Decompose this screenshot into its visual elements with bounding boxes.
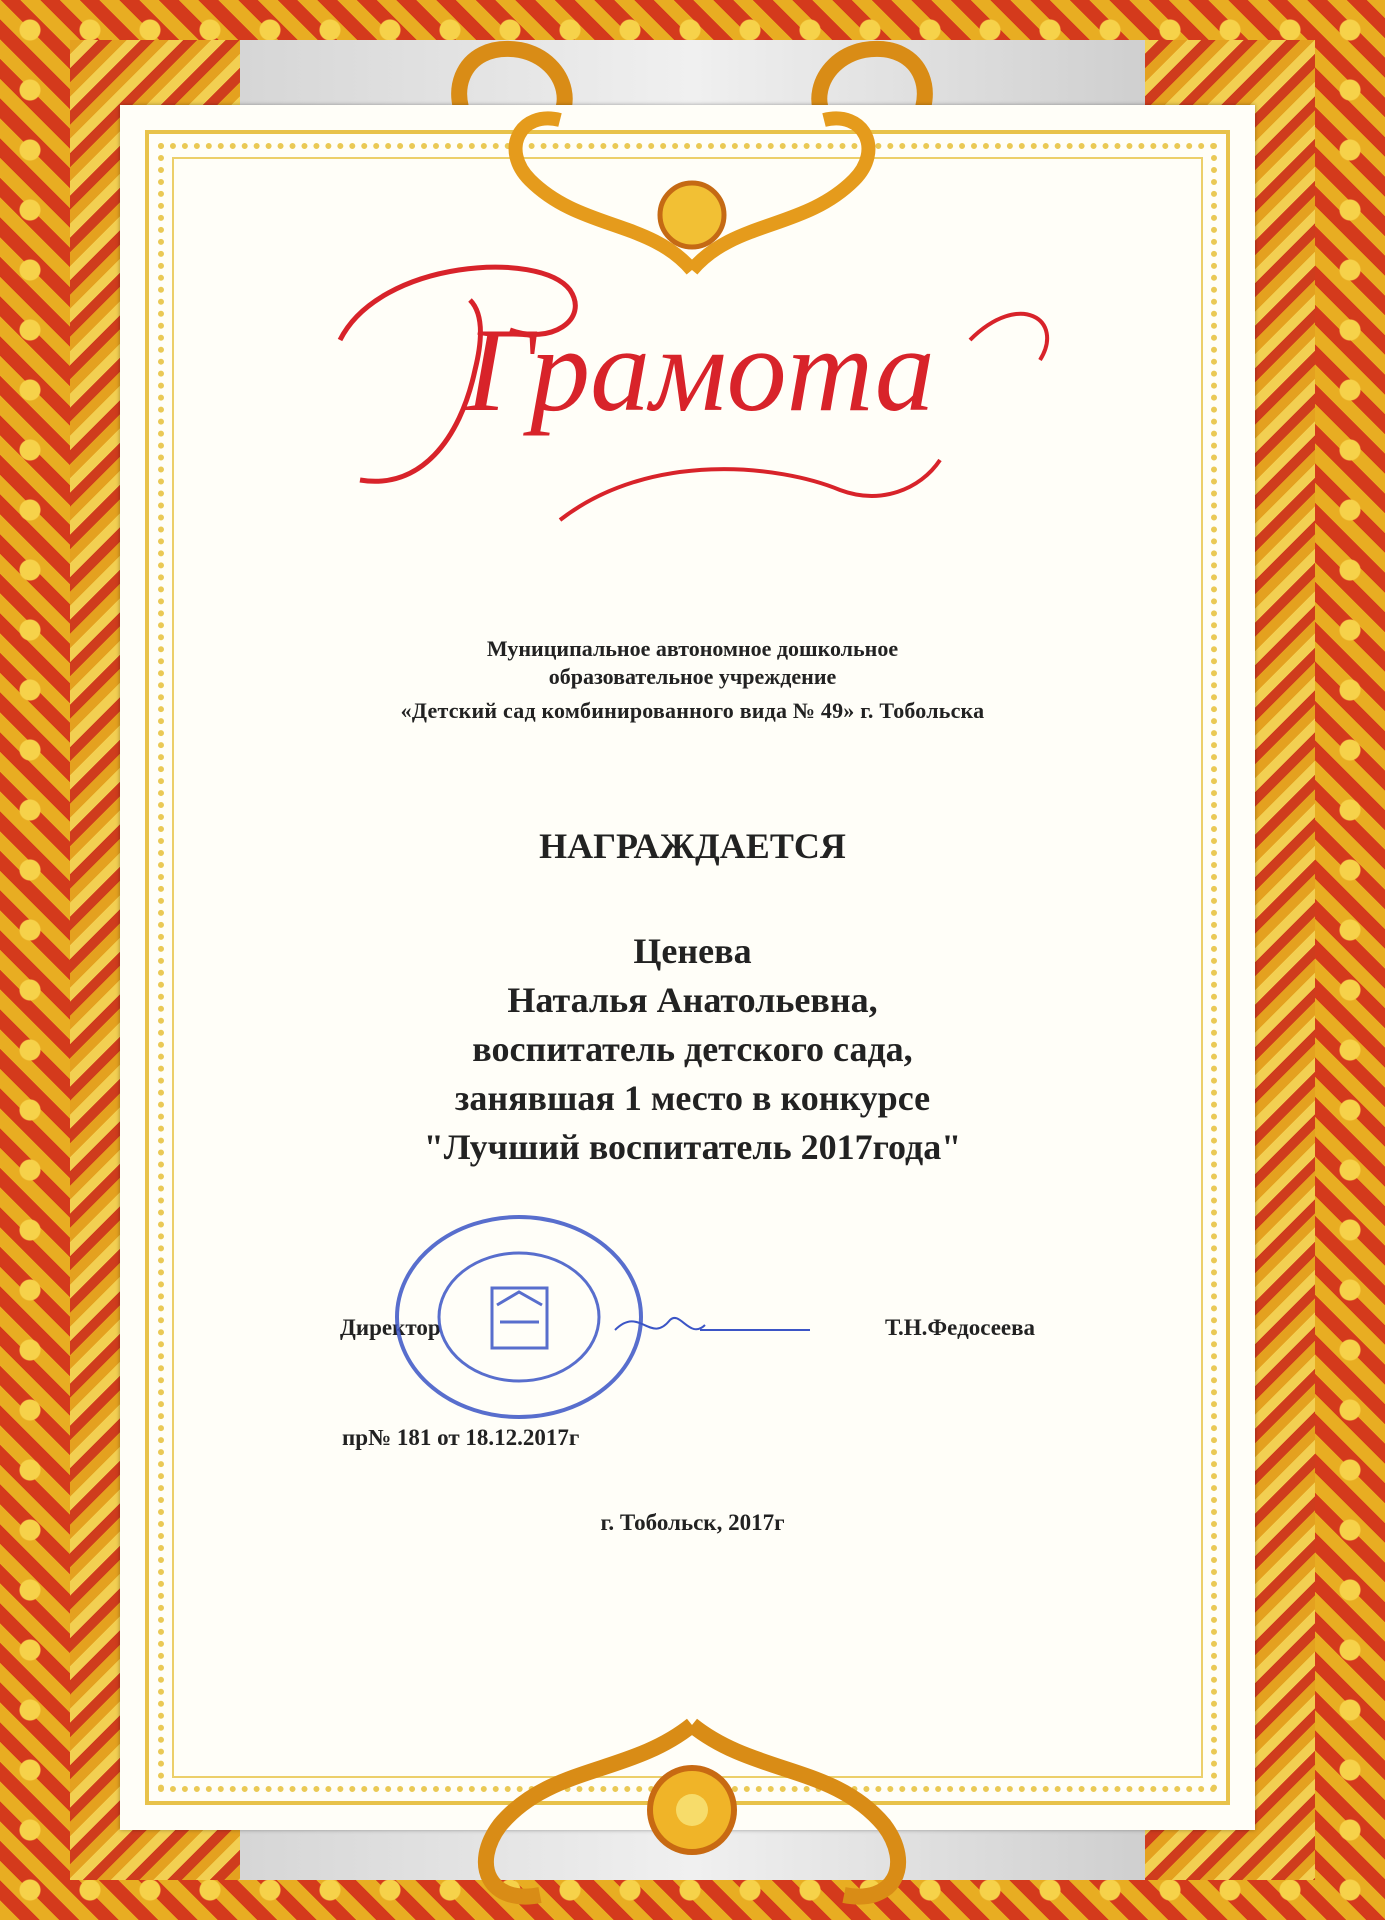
recipient-surname: Ценева [633, 931, 752, 971]
title-lettering [320, 250, 1080, 540]
contest-name: "Лучший воспитатель 2017года" [423, 1127, 962, 1167]
official-stamp [392, 1210, 647, 1425]
director-label: Директор [340, 1315, 441, 1340]
award-heading: НАГРАЖДАЕТСЯ [539, 826, 846, 866]
place-year: г. Тобольск, 2017г [600, 1510, 785, 1535]
recipient-position: воспитатель детского сада, [472, 1029, 913, 1069]
certificate-title: Грамота [465, 303, 935, 436]
bottom-ornament [420, 1715, 965, 1920]
org-line-3: «Детский сад комбинированного вида № 49» г. Тобольска [400, 698, 985, 723]
director-name: Т.Н.Федосеева [885, 1315, 1036, 1340]
order-reference: пр№ 181 от 18.12.2017г [342, 1425, 580, 1450]
recipient-name: Наталья Анатольевна, [507, 980, 878, 1020]
org-line-2: образовательное учреждение [548, 664, 837, 689]
award-reason: занявшая 1 место в конкурсе [454, 1078, 931, 1118]
org-line-1: Муниципальное автономное дошкольное [486, 636, 899, 661]
